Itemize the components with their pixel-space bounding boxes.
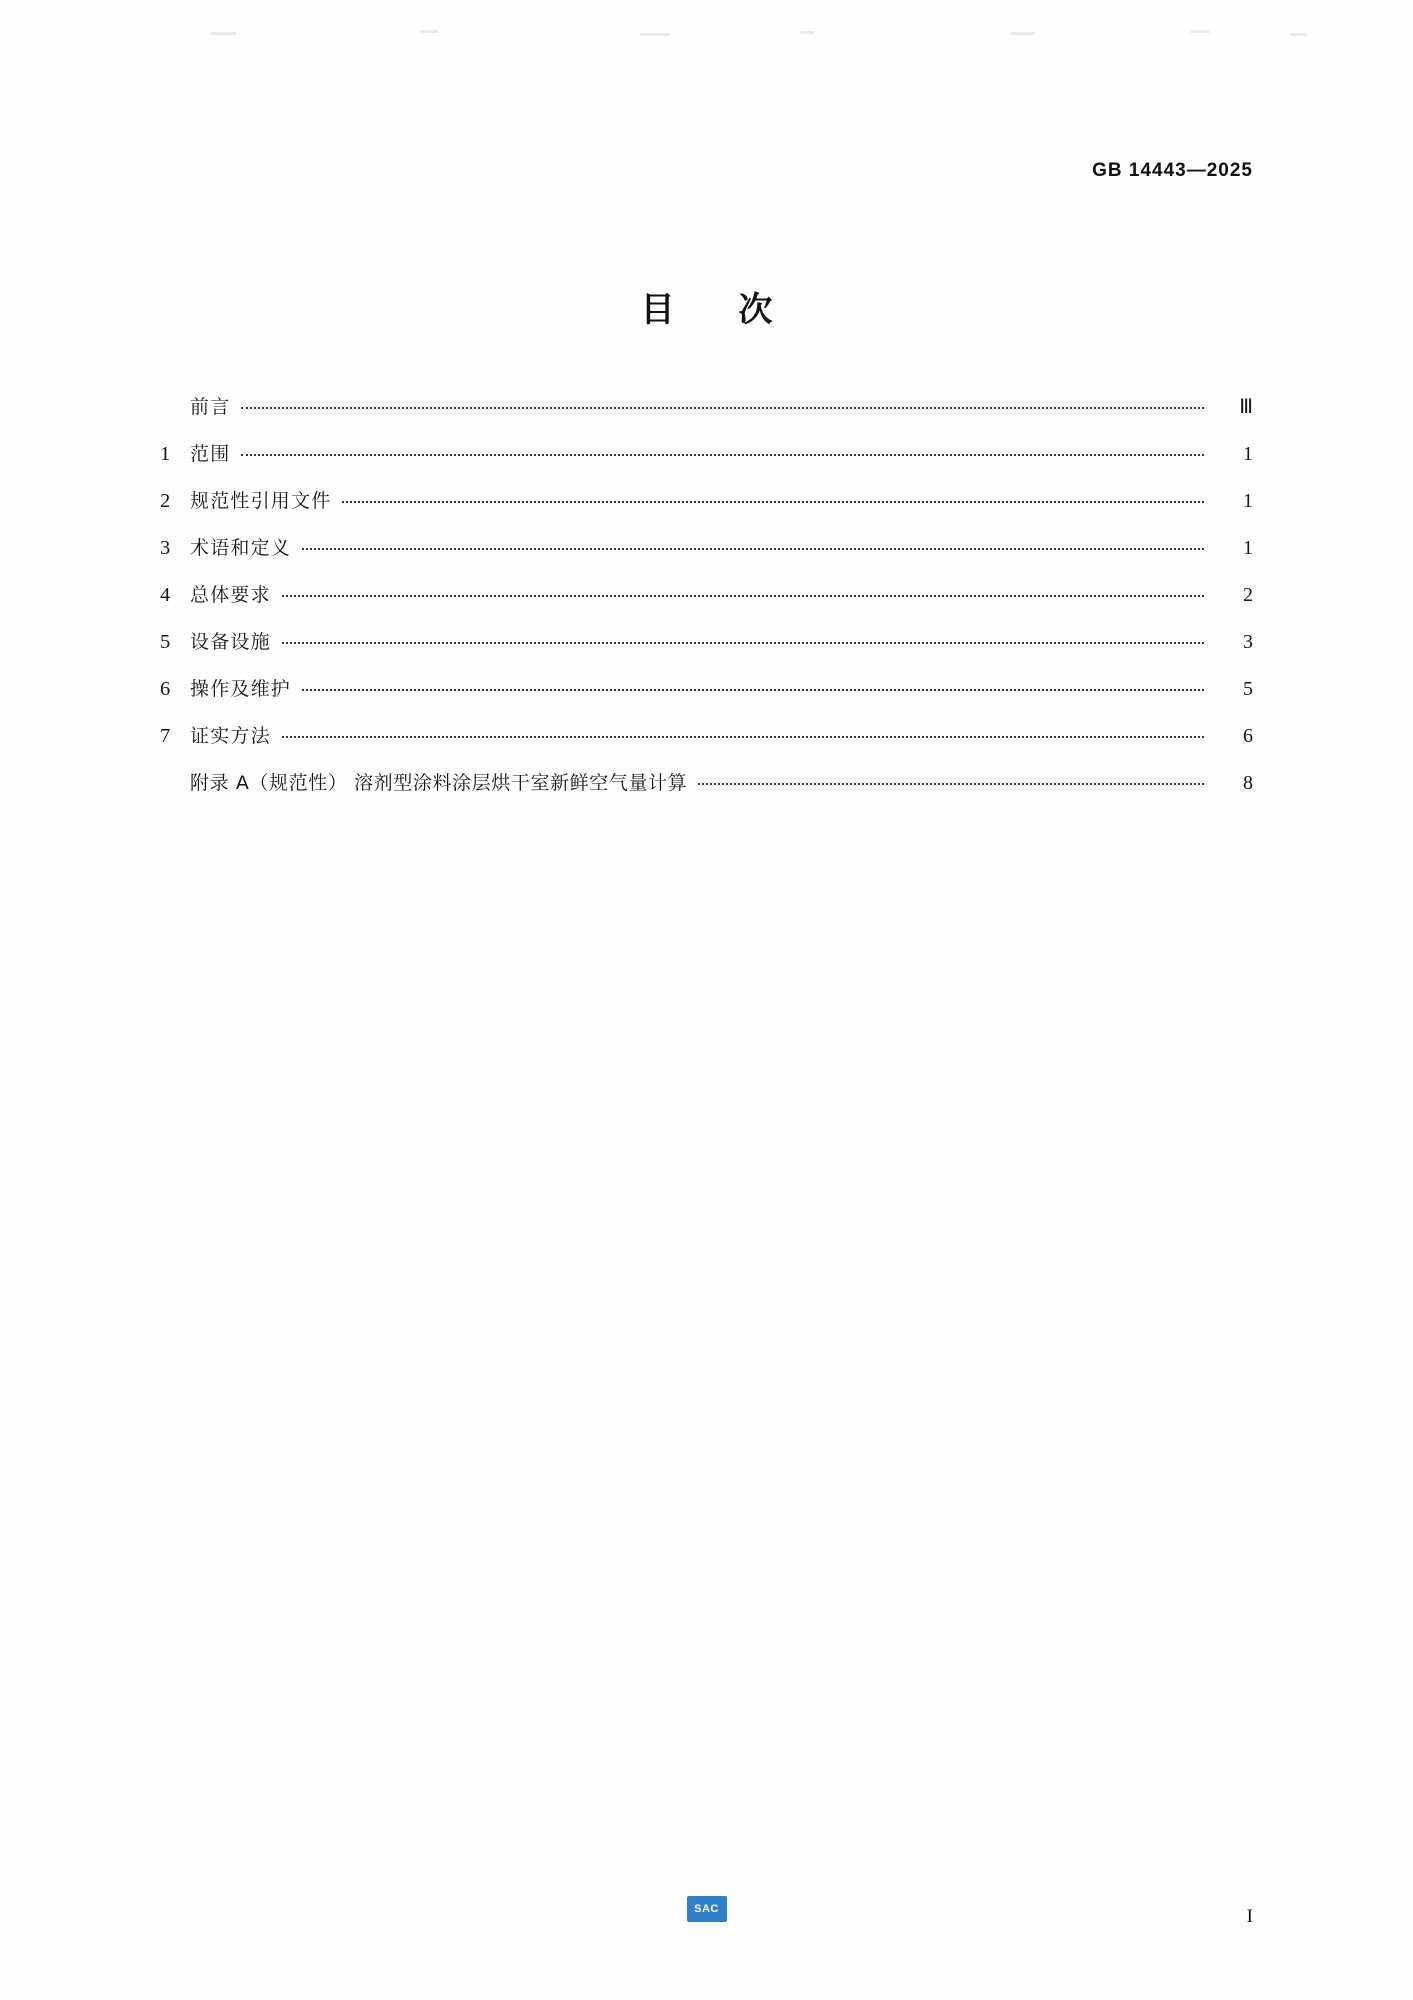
toc-entry-number: 3 [160, 536, 171, 559]
toc-entry[interactable] [160, 630, 1253, 655]
toc-leader-dots [282, 594, 1204, 597]
sac-logo [0, 1896, 1413, 1922]
toc-entry[interactable] [160, 442, 1253, 467]
toc-entry[interactable] [160, 489, 1253, 514]
toc-entry-number: 7 [160, 725, 171, 748]
toc-leader-dots [698, 782, 1204, 785]
toc-entry-page: 1 [1243, 442, 1253, 465]
toc-entry-page: 3 [1243, 630, 1253, 653]
footer-page-number: I [1246, 1906, 1253, 1927]
toc-entry-label: 证实方法 [190, 725, 271, 748]
toc-entry-number: 4 [160, 583, 171, 606]
toc-entry-number: 1 [160, 442, 171, 465]
toc-leader-dots [282, 641, 1204, 644]
toc-entry-number: 5 [160, 630, 171, 653]
toc-leader-dots [241, 453, 1204, 456]
toc-entry-page: 6 [1243, 725, 1253, 748]
toc-entry-page: 1 [1243, 536, 1253, 559]
toc-entry-page: 1 [1243, 489, 1253, 512]
table-of-contents [160, 395, 1253, 818]
toc-leader-dots [302, 547, 1204, 550]
toc-entry-annex[interactable] [160, 771, 1253, 795]
toc-entry-page: Ⅲ [1239, 396, 1253, 418]
toc-entry-label: 前言 [190, 396, 231, 418]
toc-entry-label: 附录 A（规范性） 溶剂型涂料涂层烘干室新鲜空气量计算 [190, 772, 688, 795]
toc-entry-label: 总体要求 [190, 583, 271, 606]
page-title: 目 次 [640, 290, 799, 330]
toc-entry[interactable] [160, 536, 1253, 561]
toc-leader-dots [302, 688, 1204, 691]
toc-entry[interactable] [160, 583, 1253, 608]
toc-entry-label: 规范性引用文件 [190, 489, 332, 512]
standard-code-header: GB 14443—2025 [1092, 160, 1253, 181]
toc-entry-page: 8 [1243, 772, 1253, 795]
toc-entry-label: 术语和定义 [190, 536, 292, 559]
toc-leader-dots [342, 500, 1204, 503]
toc-leader-dots [241, 406, 1204, 409]
toc-entry-label: 操作及维护 [190, 677, 292, 700]
toc-entry-page: 2 [1243, 583, 1253, 606]
toc-entry-label: 范围 [190, 442, 231, 465]
toc-entry-number: 2 [160, 489, 171, 512]
toc-entry[interactable] [160, 395, 1253, 419]
scan-artifacts [0, 30, 1413, 44]
toc-leader-dots [282, 735, 1204, 738]
toc-entry-page: 5 [1243, 677, 1253, 700]
toc-entry[interactable] [160, 677, 1253, 702]
sac-logo-mark: SAC [687, 1896, 727, 1922]
toc-entry-number: 6 [160, 677, 171, 700]
toc-entry[interactable] [160, 724, 1253, 749]
toc-entry-label: 设备设施 [190, 630, 271, 653]
